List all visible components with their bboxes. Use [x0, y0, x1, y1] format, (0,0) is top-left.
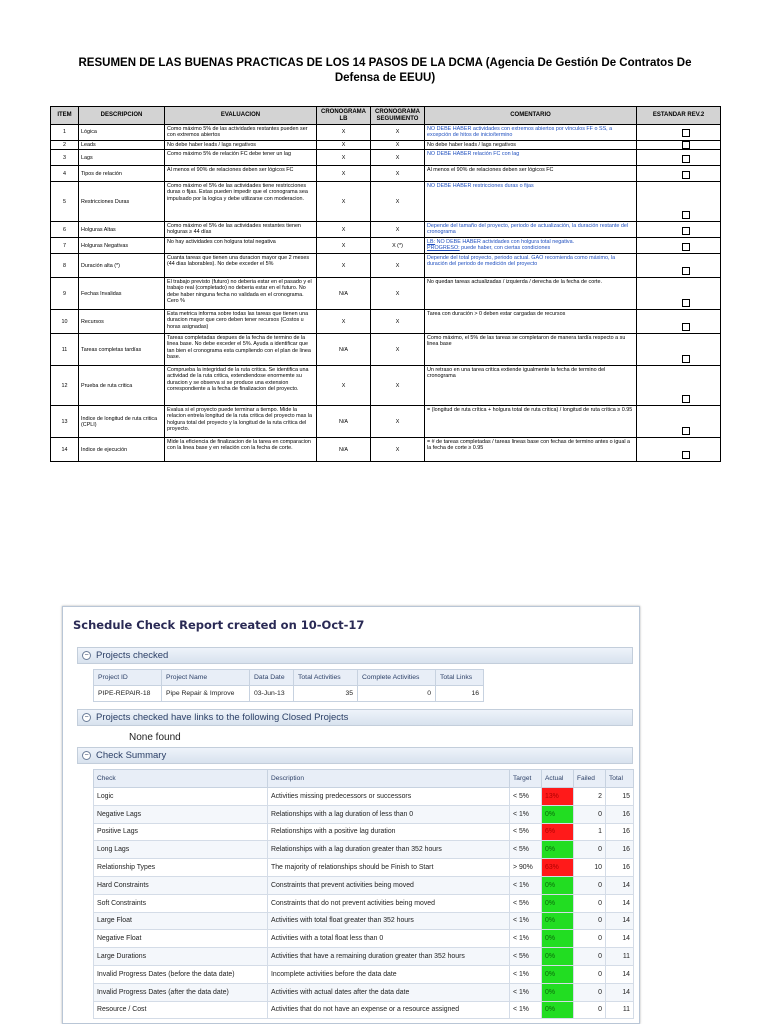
estandar-checkbox[interactable]: [682, 355, 690, 363]
item-evaluation: No hay actividades con holgura total negativa: [165, 238, 317, 254]
projects-table: [93, 669, 484, 702]
item-evaluation: Comprueba la integridad de la ruta critica. Se identifica una actividad de la ruta critica, extendiendose enormemte su duracion y se observa si se produce una extension correspondiente a la fecha de finalizacion del proyecto.: [165, 366, 317, 406]
col-actual: Actual: [542, 770, 574, 788]
estandar-checkbox[interactable]: [682, 171, 690, 179]
check-target: > 90%: [510, 859, 542, 877]
estandar-checkbox[interactable]: [682, 211, 690, 219]
check-total: 15: [606, 788, 634, 806]
estandar-checkbox[interactable]: [682, 427, 690, 435]
col-complete-activities: Complete Activities: [358, 670, 436, 686]
project-name: Pipe Repair & Improve: [162, 686, 250, 702]
header-cronograma-seguimiento: CRONOGRAMA SEGUIMIENTO: [371, 107, 425, 125]
table-row: [51, 438, 721, 462]
col-data-date: Data Date: [250, 670, 294, 686]
check-total: 16: [606, 841, 634, 859]
cronograma-seguimiento: X (*): [371, 238, 425, 254]
total-links: 16: [436, 686, 484, 702]
check-total: 14: [606, 930, 634, 948]
item-description: Fechas Invalidas: [79, 278, 165, 310]
estandar-cell: [637, 125, 721, 141]
check-target: < 5%: [510, 823, 542, 841]
cronograma-seguimiento: X: [371, 166, 425, 182]
check-failed: 0: [574, 876, 606, 894]
check-total: 14: [606, 894, 634, 912]
check-description: Incomplete activities before the data date: [268, 965, 510, 983]
estandar-checkbox[interactable]: [682, 243, 690, 251]
item-evaluation: Mide la eficiencia de finalizacion de la tarea en comparacion con la linea base y en relación con la fecha de corte.: [165, 438, 317, 462]
check-name: Resource / Cost: [94, 1001, 268, 1019]
cronograma-lb: N/A: [317, 406, 371, 438]
table-row: [94, 841, 634, 859]
check-target: < 5%: [510, 788, 542, 806]
table-row: [51, 278, 721, 310]
check-description: Relationships with a lag duration of less than 0: [268, 805, 510, 823]
cronograma-seguimiento: X: [371, 150, 425, 166]
project-id: PIPE-REPAIR-18: [94, 686, 162, 702]
check-name: Negative Lags: [94, 805, 268, 823]
item-description: Prueba de ruta critica: [79, 366, 165, 406]
item-description: Restricciones Duras: [79, 182, 165, 222]
header-descripcion: DESCRIPCION: [79, 107, 165, 125]
item-description: Indice de ejecución: [79, 438, 165, 462]
check-actual: 0%: [542, 805, 574, 823]
check-name: Hard Constraints: [94, 876, 268, 894]
cronograma-lb: X: [317, 166, 371, 182]
cronograma-lb: N/A: [317, 438, 371, 462]
cronograma-seguimiento: X: [371, 334, 425, 366]
item-number: 14: [51, 438, 79, 462]
cronograma-lb: N/A: [317, 334, 371, 366]
check-total: 14: [606, 983, 634, 1001]
estandar-cell: [637, 438, 721, 462]
col-total-links: Total Links: [436, 670, 484, 686]
check-actual: 0%: [542, 983, 574, 1001]
item-comment: = # de tareas completadas / tareas lineas base con fechas de termino antes o igual a la fecha de corte ≥ 0.95: [425, 438, 637, 462]
estandar-cell: [637, 238, 721, 254]
check-name: Long Lags: [94, 841, 268, 859]
table-row: [51, 141, 721, 150]
check-total: 14: [606, 912, 634, 930]
projects-checked-label: Projects checked: [96, 650, 169, 661]
check-actual: 0%: [542, 841, 574, 859]
check-target: < 1%: [510, 912, 542, 930]
header-comentario: COMENTARIO: [425, 107, 637, 125]
closed-projects-section[interactable]: [77, 709, 633, 726]
check-description: Activities missing predecessors or successors: [268, 788, 510, 806]
table-row: [94, 876, 634, 894]
header-item: ITEM: [51, 107, 79, 125]
cronograma-lb: X: [317, 366, 371, 406]
check-actual: 0%: [542, 1001, 574, 1019]
cronograma-seguimiento: X: [371, 278, 425, 310]
check-failed: 0: [574, 1001, 606, 1019]
check-target: < 5%: [510, 894, 542, 912]
item-number: 6: [51, 222, 79, 238]
table-row: [94, 1001, 634, 1019]
check-description: Constraints that do not prevent activities being moved: [268, 894, 510, 912]
cronograma-lb: X: [317, 141, 371, 150]
check-total: 16: [606, 859, 634, 877]
check-actual: 6%: [542, 823, 574, 841]
item-number: 4: [51, 166, 79, 182]
cronograma-lb: X: [317, 238, 371, 254]
check-name: Large Durations: [94, 948, 268, 966]
check-actual: 0%: [542, 930, 574, 948]
item-comment: Al menos el 90% de relaciones deben ser lógicos FC: [425, 166, 637, 182]
check-description: The majority of relationships should be Finish to Start: [268, 859, 510, 877]
check-total: 16: [606, 805, 634, 823]
collapse-icon[interactable]: −: [82, 651, 91, 660]
item-number: 10: [51, 310, 79, 334]
item-number: 11: [51, 334, 79, 366]
cronograma-lb: X: [317, 182, 371, 222]
check-name: Negative Float: [94, 930, 268, 948]
estandar-cell: [637, 141, 721, 150]
check-name: Logic: [94, 788, 268, 806]
check-description: Activities that have a remaining duration greater than 352 hours: [268, 948, 510, 966]
item-number: 3: [51, 150, 79, 166]
table-row: [51, 238, 721, 254]
check-failed: 0: [574, 948, 606, 966]
estandar-cell: [637, 366, 721, 406]
closed-projects-label: Projects checked have links to the following Closed Projects: [96, 712, 349, 723]
table-row: [94, 823, 634, 841]
item-comment: NO DEBE HABER relación FC con lag: [425, 150, 637, 166]
table-row: [94, 859, 634, 877]
item-description: Holguras Altas: [79, 222, 165, 238]
item-evaluation: Como máximo 5% de relación FC debe tener un lag: [165, 150, 317, 166]
check-description: Relationships with a positive lag duration: [268, 823, 510, 841]
check-target: < 1%: [510, 876, 542, 894]
check-total: 14: [606, 876, 634, 894]
estandar-checkbox[interactable]: [682, 227, 690, 235]
estandar-checkbox[interactable]: [682, 395, 690, 403]
cronograma-seguimiento: X: [371, 254, 425, 278]
schedule-check-report: [62, 606, 640, 1024]
check-name: Relationship Types: [94, 859, 268, 877]
col-check: Check: [94, 770, 268, 788]
item-comment: Depende del tamaño del proyecto, periodo de actualización, la duración restante del cronograma: [425, 222, 637, 238]
check-target: < 5%: [510, 948, 542, 966]
check-failed: 0: [574, 930, 606, 948]
item-evaluation: No debe haber leads / lags negativos: [165, 141, 317, 150]
comment-lb-text: NO DEBE HABER actividades con holgura total negativa.: [435, 239, 575, 246]
check-failed: 0: [574, 912, 606, 930]
item-description: Duración alta (*): [79, 254, 165, 278]
estandar-cell: [637, 310, 721, 334]
estandar-checkbox[interactable]: [682, 267, 690, 275]
estandar-cell: [637, 254, 721, 278]
table-row: [94, 948, 634, 966]
estandar-checkbox[interactable]: [682, 323, 690, 331]
item-evaluation: Evalua si el proyecto puede terminar a tiempo. Mide la relacion entrela longitud de la ruta critica del proyecto mas la holgura total del proyecto y la longitud de la ruta crítica del proyecto.: [165, 406, 317, 438]
check-actual: 0%: [542, 894, 574, 912]
check-actual: 13%: [542, 788, 574, 806]
check-total: 11: [606, 1001, 634, 1019]
check-target: < 1%: [510, 983, 542, 1001]
check-description: Activities that do not have an expense or a resource assigned: [268, 1001, 510, 1019]
check-target: < 1%: [510, 805, 542, 823]
check-failed: 0: [574, 841, 606, 859]
check-description: Activities with actual dates after the data date: [268, 983, 510, 1001]
check-description: Constraints that prevent activities being moved: [268, 876, 510, 894]
table-row: [94, 983, 634, 1001]
check-target: < 1%: [510, 1001, 542, 1019]
estandar-cell: [637, 182, 721, 222]
table-row: [51, 254, 721, 278]
none-found-text: None found: [129, 732, 181, 743]
table-row: [94, 965, 634, 983]
check-summary-section[interactable]: [77, 747, 633, 764]
item-evaluation: Como máximo 5% de las actividades restantes pueden ser con extremos abiertos: [165, 125, 317, 141]
item-comment: NO DEBE HABER actividades con extremos abiertos por vínculos FF o SS, a excepción de hitos de inicio/termino: [425, 125, 637, 141]
table-row: [51, 125, 721, 141]
cronograma-seguimiento: X: [371, 406, 425, 438]
comment-progress-text: puede haber, con ciertas condiciones: [459, 245, 551, 252]
check-failed: 2: [574, 788, 606, 806]
comment-lb-label: LB:: [427, 239, 436, 246]
check-total: 11: [606, 948, 634, 966]
estandar-checkbox[interactable]: [682, 129, 690, 137]
col-total-activities: Total Activities: [294, 670, 358, 686]
item-number: 12: [51, 366, 79, 406]
estandar-checkbox[interactable]: [682, 141, 690, 149]
check-target: < 1%: [510, 930, 542, 948]
item-comment: NO DEBE HABER restricciones duras o fijas: [425, 182, 637, 222]
check-actual: 0%: [542, 876, 574, 894]
cronograma-lb: X: [317, 150, 371, 166]
comment-progress-label: PROGRESO:: [427, 245, 460, 252]
item-comment: No debe haber leads / lags negativos: [425, 141, 637, 150]
check-target: < 1%: [510, 965, 542, 983]
header-evaluacion: EVALUACION: [165, 107, 317, 125]
estandar-cell: [637, 166, 721, 182]
col-description: Description: [268, 770, 510, 788]
item-number: 13: [51, 406, 79, 438]
item-number: 1: [51, 125, 79, 141]
table-row: [94, 686, 484, 702]
col-total: Total: [606, 770, 634, 788]
header-estandar: ESTANDAR REV.2: [637, 107, 721, 125]
table-row: [51, 334, 721, 366]
check-name: Soft Constraints: [94, 894, 268, 912]
check-failed: 10: [574, 859, 606, 877]
document-title: RESUMEN DE LAS BUENAS PRACTICAS DE LOS 14 PASOS DE LA DCMA (Agencia De Gestión De Contratos De Defensa de EEUU): [78, 57, 692, 84]
col-failed: Failed: [574, 770, 606, 788]
report-title: Schedule Check Report created on 10-Oct-17: [73, 618, 365, 632]
check-summary-label: Check Summary: [96, 750, 167, 761]
estandar-checkbox[interactable]: [682, 155, 690, 163]
table-row: [94, 788, 634, 806]
cronograma-lb: X: [317, 310, 371, 334]
item-comment: = (longitud de ruta crítica + holgura total de ruta crítica) / longitud de ruta crítica ≥ 0.95: [425, 406, 637, 438]
table-row: [51, 150, 721, 166]
complete-activities: 0: [358, 686, 436, 702]
item-evaluation: El trabajo previsto (futuro) no deberia estar en el pasado y el trabajo real (completado) no deberia estar en el futuro. No debe haber ninguna fecha no validada en el cronograma. Cero %: [165, 278, 317, 310]
item-description: Indice de longitud de ruta critica (CPLI): [79, 406, 165, 438]
item-comment: Depende del total proyecto, periodo actual. GAO recomienda como máximo, la duración del periodo de medición del proyecto: [425, 254, 637, 278]
table-row: [51, 366, 721, 406]
cronograma-lb: X: [317, 254, 371, 278]
item-number: 9: [51, 278, 79, 310]
check-name: Positive Lags: [94, 823, 268, 841]
item-number: 8: [51, 254, 79, 278]
item-comment: Un retraso en una tarea critica extiende igualmente la fecha de termino del cronograma: [425, 366, 637, 406]
item-evaluation: Al menos el 90% de relaciones deben ser lógicos FC: [165, 166, 317, 182]
check-failed: 0: [574, 983, 606, 1001]
col-project-name: Project Name: [162, 670, 250, 686]
table-row: [51, 222, 721, 238]
check-total: 16: [606, 823, 634, 841]
item-comment: Como máximo, el 5% de las tareas se completaron de manera tardía respecto a su linea base: [425, 334, 637, 366]
item-evaluation: Cuanta tareas que tienen una duracion mayor que 2 meses (44 dias laborables). No debe exceder el 5%: [165, 254, 317, 278]
item-description: Lógica: [79, 125, 165, 141]
cronograma-seguimiento: X: [371, 125, 425, 141]
cronograma-lb: X: [317, 222, 371, 238]
item-comment: No quedan tareas actualizadas / izquierda / derecha de la fecha de corte.: [425, 278, 637, 310]
item-description: Recursos: [79, 310, 165, 334]
check-actual: 63%: [542, 859, 574, 877]
check-failed: 1: [574, 823, 606, 841]
projects-checked-section[interactable]: [77, 647, 633, 664]
header-cronograma-lb: CRONOGRAMA LB: [317, 107, 371, 125]
table-row: [51, 310, 721, 334]
estandar-cell: [637, 406, 721, 438]
item-evaluation: Como máximo el 5% de las actividades restantes tienen holguras ≥ 44 días: [165, 222, 317, 238]
item-description: Lags: [79, 150, 165, 166]
check-description: Activities with total float greater than 352 hours: [268, 912, 510, 930]
check-name: Invalid Progress Dates (after the data date): [94, 983, 268, 1001]
collapse-icon[interactable]: −: [82, 751, 91, 760]
item-comment: [425, 238, 637, 254]
check-name: Large Float: [94, 912, 268, 930]
item-number: 5: [51, 182, 79, 222]
estandar-cell: [637, 278, 721, 310]
col-target: Target: [510, 770, 542, 788]
cronograma-lb: N/A: [317, 278, 371, 310]
item-evaluation: Tareas completadas despues de la fecha de termino de la linea base. No debe exceder el 5%. Ayuda a identificar que tan bien el cronograma esta cumpliendo con el plan de linea base.: [165, 334, 317, 366]
table-row: [94, 805, 634, 823]
estandar-cell: [637, 222, 721, 238]
check-description: Activities with a total float less than 0: [268, 930, 510, 948]
check-target: < 5%: [510, 841, 542, 859]
check-failed: 0: [574, 805, 606, 823]
item-evaluation: Como máximo el 5% de las actividades tiene restricciones duras o fijas. Estas pueden impedir que el cronograma sea impulsado por la logica y debe utilizarse con moderacion.: [165, 182, 317, 222]
cronograma-seguimiento: X: [371, 310, 425, 334]
estandar-cell: [637, 150, 721, 166]
item-comment: Tarea con duración > 0 deben estar cargadas de recursos: [425, 310, 637, 334]
item-description: Tareas completas tardías: [79, 334, 165, 366]
cronograma-seguimiento: X: [371, 141, 425, 150]
cronograma-seguimiento: X: [371, 438, 425, 462]
data-date: 03-Jun-13: [250, 686, 294, 702]
cronograma-seguimiento: X: [371, 222, 425, 238]
item-number: 7: [51, 238, 79, 254]
check-failed: 0: [574, 894, 606, 912]
item-description: Tipos de relación: [79, 166, 165, 182]
check-failed: 0: [574, 965, 606, 983]
table-row: [94, 912, 634, 930]
collapse-icon[interactable]: −: [82, 713, 91, 722]
item-description: Leads: [79, 141, 165, 150]
cronograma-seguimiento: X: [371, 182, 425, 222]
check-summary-table: [93, 769, 634, 1019]
table-row: [51, 406, 721, 438]
dcma-table: [50, 106, 721, 462]
check-total: 14: [606, 965, 634, 983]
table-row: [51, 182, 721, 222]
check-actual: 0%: [542, 948, 574, 966]
item-number: 2: [51, 141, 79, 150]
total-activities: 35: [294, 686, 358, 702]
table-row: [94, 894, 634, 912]
table-row: [94, 930, 634, 948]
check-description: Relationships with a lag duration greater than 352 hours: [268, 841, 510, 859]
col-project-id: Project ID: [94, 670, 162, 686]
table-row: [51, 166, 721, 182]
estandar-checkbox[interactable]: [682, 451, 690, 459]
check-name: Invalid Progress Dates (before the data date): [94, 965, 268, 983]
item-description: Holguras Negativas: [79, 238, 165, 254]
cronograma-lb: X: [317, 125, 371, 141]
estandar-cell: [637, 334, 721, 366]
check-actual: 0%: [542, 912, 574, 930]
cronograma-seguimiento: X: [371, 366, 425, 406]
item-evaluation: Esta metrica informa sobre todas las tareas que tienen una duracion mayor que cero deben tener recursos (Costos u horas asignadas): [165, 310, 317, 334]
estandar-checkbox[interactable]: [682, 299, 690, 307]
check-actual: 0%: [542, 965, 574, 983]
